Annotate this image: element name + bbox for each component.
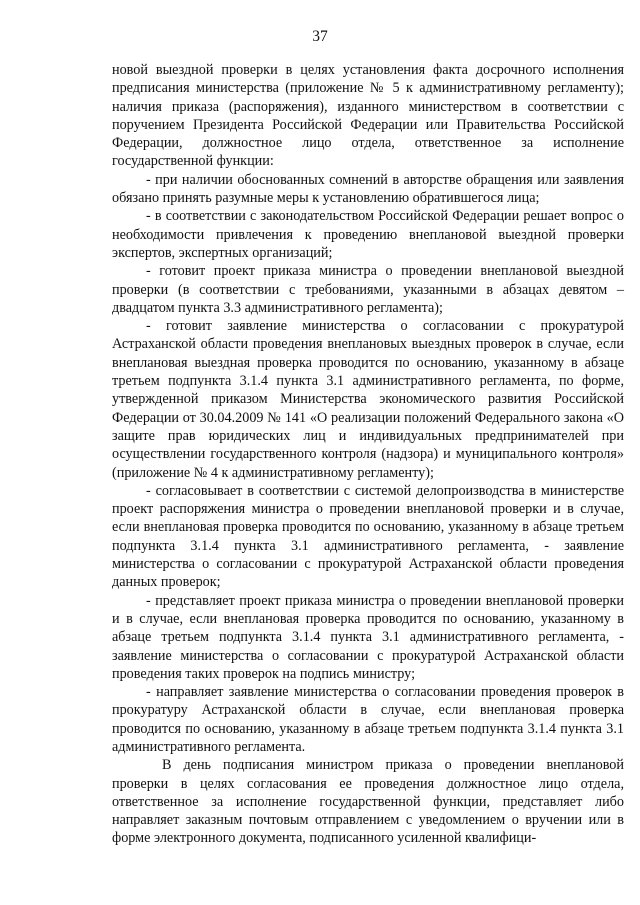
document-body bbox=[112, 61, 624, 848]
list-item-submit-signature: - представляет проект приказа министра о проведении внеплановой проверки и в случае, если внеплановая проверка проводится по основанию, указанному в абзаце третьем подпункта 3.1.4 пункта 3.1 административного регламента, - заявление министерства о согласовании с прокуратурой Астраханской области проведения таких проверок на подпись министру; bbox=[112, 592, 624, 682]
paragraph-continuation: новой выездной проверки в целях установления факта досрочного исполнения предписания министерства (приложение № 5 к административному регламенту); наличия приказа (распоряжения), изданного министерством в соответствии с поручением Президента Российской Федерации или Правительства Российской Федерации, должностное лицо отдела, ответственное за исполнение государственной функции: bbox=[112, 62, 624, 170]
page-number: 37 bbox=[312, 28, 328, 45]
list-item-agree-draft: - согласовывает в соответствии с системой делопроизводства в министерстве проект распоряжения министра о проведении внеплановой проверки и в случае, если внеплановая проверка проводится по основанию, указанному в абзаце третьем подпункта 3.1.4 пункта 3.1 административного регламента, - заявление министерства о согласовании с прокуратурой Астраханской области проведения данных проверок; bbox=[112, 482, 624, 591]
paragraph-signing-day: В день подписания министром приказа о проведении внеплановой проверки в целях согласования ее проведения должностное лицо отдела, ответственное за исполнение государственной функции, представляет либо направляет заказным почтовым отправлением с уведомлением о вручении или в форме электронного документа, подписанного усиленной квалифици- bbox=[112, 757, 624, 847]
list-item-doubts: - при наличии обоснованных сомнений в авторстве обращения или заявления обязано принять разумные меры к установлению обратившегося лица; bbox=[112, 171, 624, 207]
list-item-draft-order: - готовит проект приказа министра о проведении внеплановой выездной проверки (в соответствии с требованиями, указанными в абзацах девятом – двадцатом пункта 3.3 административного регламента); bbox=[112, 263, 624, 316]
list-item-prosecutor-application: - готовит заявление министерства о согласовании с прокуратурой Астраханской области проведения внеплановых выездных проверок в случае, если внеплановая выездная проверка проводится по основанию, указанному в абзаце третьем подпункта 3.1.4 пункта 3.1 административного регламента, по форме, утвержденной приказом Министерства экономического развития Российской Федерации от 30.04.2009 № 141 «О реализации положений Федерального закона «О защите прав юридических лиц и индивидуальных предпринимателей при осуществлении государственного контроля (надзора) и муниципального контроля» (приложение № 4 к административному регламенту); bbox=[112, 318, 624, 481]
list-item-experts: - в соответствии с законодательством Российской Федерации решает вопрос о необходимости привлечения к проведению внеплановой выездной проверки экспертов, экспертных организаций; bbox=[112, 208, 624, 261]
list-item-send-application: - направляет заявление министерства о согласовании проведения проверок в прокуратуру Астраханской области в случае, если внеплановая проверка проводится по основанию, указанному в абзаце третьем подпункта 3.1.4 пункта 3.1 административного регламента. bbox=[112, 684, 624, 755]
